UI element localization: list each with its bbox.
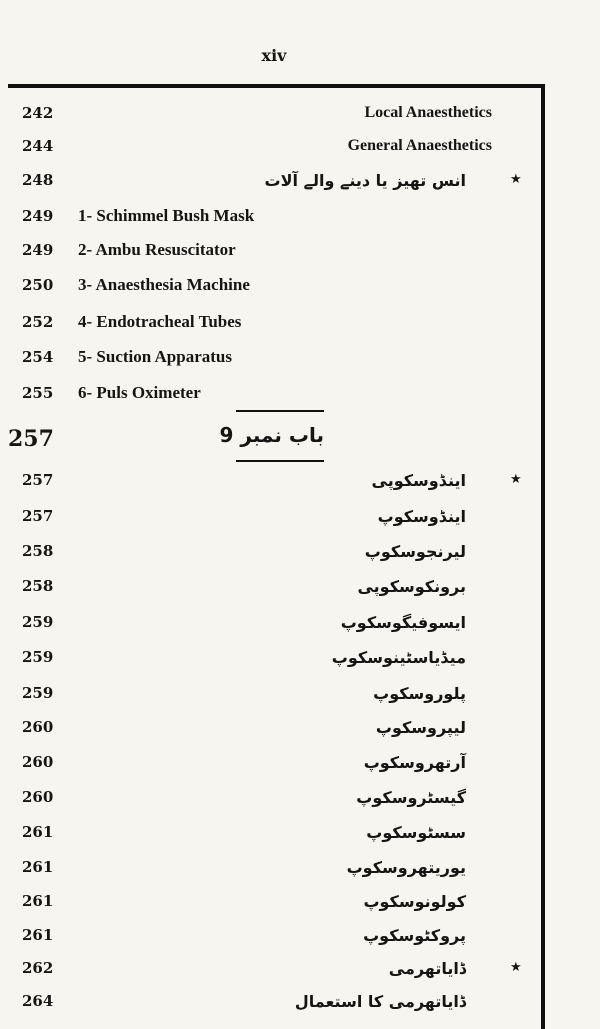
toc-entry: [0, 958, 548, 992]
toc-entry: [0, 683, 548, 717]
toc-entry-title: ڈایاتھرمی: [388, 959, 466, 978]
chapter-heading-box: [219, 410, 324, 462]
toc-page-number: 258: [22, 542, 54, 560]
toc-entry: [0, 717, 548, 751]
toc-entry-title: آرتھروسکوپ: [363, 753, 466, 772]
toc-entry-title: یوریتھروسکوپ: [346, 858, 466, 877]
toc-entry: [0, 857, 548, 891]
toc-page-number: 260: [22, 718, 54, 736]
toc-page-number: 249: [22, 207, 54, 225]
toc-entry-title: سسٹوسکوپ: [366, 823, 466, 842]
toc-page-number: 261: [22, 892, 54, 910]
toc-page-number: 259: [22, 613, 54, 631]
toc-entry-title: 1- Schimmel Bush Mask: [78, 206, 255, 225]
toc-entry-title: کولونوسکوپ: [363, 892, 466, 911]
toc-entry-title: 5- Suction Apparatus: [78, 347, 232, 366]
toc-entry-title: اینڈوسکوپ: [377, 507, 466, 526]
toc-entry-title: انس تھیز یا دینے والے آلات: [264, 171, 466, 190]
toc-entry: [0, 275, 548, 309]
toc-entry: [0, 506, 548, 540]
toc-page-number: 258: [22, 577, 54, 595]
toc-entry-title: 3- Anaesthesia Machine: [78, 275, 250, 294]
toc-page-number: 264: [22, 992, 54, 1010]
chapter-heading: باب نمبر 9: [219, 423, 324, 447]
toc-entry: [0, 240, 548, 274]
toc-entry: [0, 647, 548, 681]
toc-page-number: 257: [8, 426, 54, 452]
toc-page-number: 262: [22, 959, 54, 977]
toc-entry-title: ڈایاتھرمی کا استعمال: [294, 992, 466, 1011]
toc-page-number: 260: [22, 788, 54, 806]
toc-entry: [0, 991, 548, 1025]
toc-page-number: 260: [22, 753, 54, 771]
toc-page-number: 261: [22, 926, 54, 944]
toc-entry: [0, 541, 548, 575]
toc-entry: [0, 752, 548, 786]
toc-entry-title: 6- Puls Oximeter: [78, 383, 201, 402]
toc-entry: [0, 206, 548, 240]
toc-page-number: 252: [22, 313, 54, 331]
toc-entry: [0, 170, 548, 204]
page-number: xiv: [261, 46, 287, 65]
toc-entry-title: برونکوسکوپی: [357, 577, 466, 596]
toc-page-number: 259: [22, 684, 54, 702]
toc-entry-title: اینڈوسکوپی: [371, 471, 466, 490]
toc-entry: [0, 470, 548, 504]
bullet-star-icon: ★: [510, 960, 522, 975]
toc-page-number: 261: [22, 858, 54, 876]
toc-entry-title: ایسوفیگوسکوپ: [340, 613, 466, 632]
toc-page-number: 248: [22, 171, 54, 189]
toc-entry: [0, 576, 548, 610]
toc-entry: [0, 347, 548, 381]
toc-page-number: 250: [22, 276, 54, 294]
toc-entry-title: لیرنجوسکوپ: [364, 542, 466, 561]
toc-entry-title: لیپروسکوپ: [375, 718, 466, 737]
toc-page-number: 244: [22, 137, 54, 155]
toc-page-number: 257: [22, 471, 54, 489]
toc-entry-title: 2- Ambu Resuscitator: [78, 240, 236, 259]
toc-entry: [0, 312, 548, 346]
toc-entry: [0, 103, 548, 137]
toc-entry-title: میڈیاسٹینوسکوپ: [331, 648, 466, 667]
toc-entry: [0, 822, 548, 856]
toc-page-number: 249: [22, 241, 54, 259]
toc-entry-title: گیسٹروسکوپ: [356, 788, 466, 807]
toc-page-number: 257: [22, 507, 54, 525]
toc-entry: [0, 925, 548, 959]
toc-entry: [0, 787, 548, 821]
bullet-star-icon: ★: [510, 472, 522, 487]
toc-entry-title: Local Anaesthetics: [364, 104, 492, 121]
toc-entry-title: پلوروسکوپ: [373, 684, 466, 703]
toc-entry: [0, 891, 548, 925]
toc-page-number: 261: [22, 823, 54, 841]
toc-entry-title: 4- Endotracheal Tubes: [78, 312, 242, 331]
toc-entry: [0, 136, 548, 170]
toc-page-number: 254: [22, 348, 54, 366]
toc-page-number: 259: [22, 648, 54, 666]
toc-entry-title: پروکٹوسکوپ: [363, 926, 466, 945]
toc-page-number: 242: [22, 104, 54, 122]
toc-entry: [0, 612, 548, 646]
toc-page-number: 255: [22, 384, 54, 402]
toc-entry-title: General Anaesthetics: [347, 137, 492, 154]
bullet-star-icon: ★: [510, 172, 522, 187]
